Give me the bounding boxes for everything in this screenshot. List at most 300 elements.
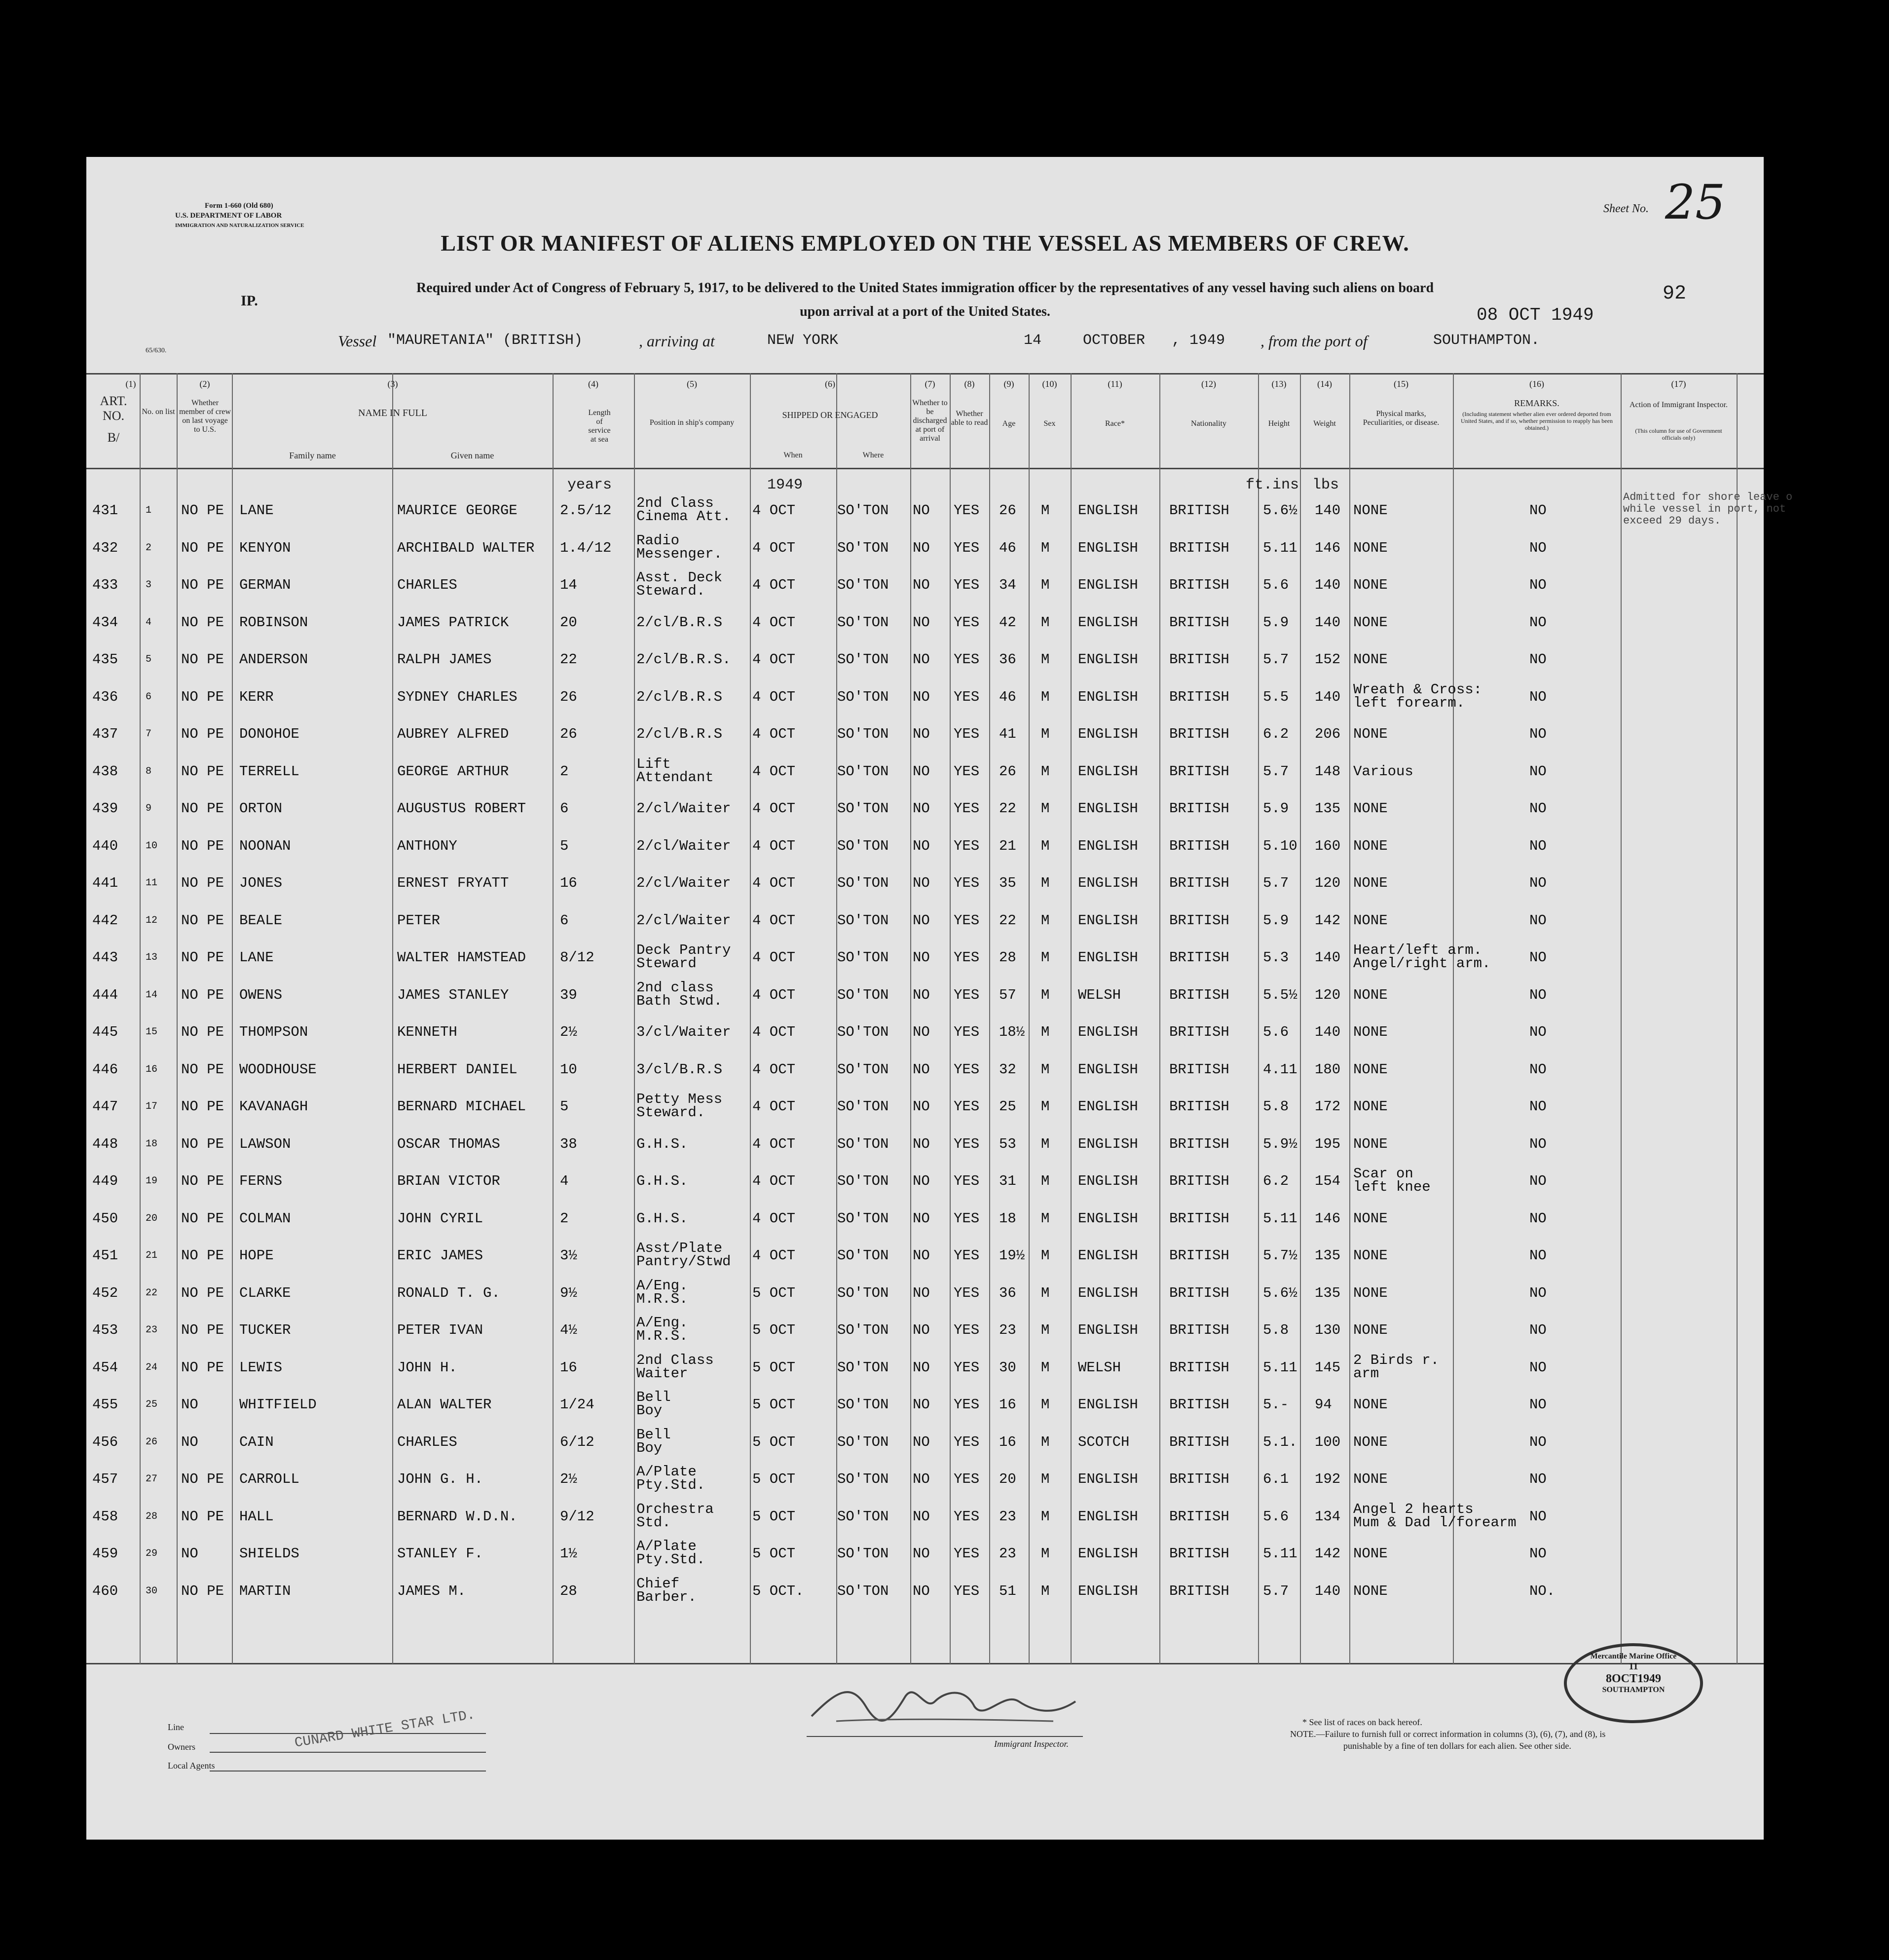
table-row <box>86 715 1764 752</box>
header-inspector-note: (This column for use of Government officials only) <box>1635 427 1722 441</box>
art-no: 434 <box>92 614 118 631</box>
art-no: 453 <box>92 1322 118 1338</box>
discharged: NO <box>913 1247 930 1264</box>
family-name: LANE <box>239 949 274 966</box>
list-no: 29 <box>146 1548 158 1559</box>
family-name: BEALE <box>239 912 283 929</box>
given-name: BERNARD W.D.N. <box>397 1508 518 1525</box>
nationality: BRITISH <box>1169 1210 1229 1227</box>
age: 28 <box>999 949 1016 966</box>
list-no: 28 <box>146 1510 158 1522</box>
art-no: 443 <box>92 949 118 966</box>
able-to-read: YES <box>954 986 980 1003</box>
given-name: JAMES M. <box>397 1583 466 1599</box>
shipped-where: SO'TON <box>837 1173 889 1189</box>
service-length: 5 <box>560 1098 569 1115</box>
sex: M <box>1041 1210 1050 1227</box>
discharged: NO <box>913 800 930 817</box>
shipped-when: 4 OCT <box>752 763 796 780</box>
remarks: NO <box>1529 614 1547 631</box>
art-no: 441 <box>92 875 118 891</box>
height: 5.6½ <box>1263 1284 1297 1301</box>
position: Lift <box>636 755 671 772</box>
sex: M <box>1041 763 1050 780</box>
position: A/Eng. <box>636 1277 688 1294</box>
last-voyage: NO PE <box>181 1210 224 1227</box>
shipped-where: SO'TON <box>837 1322 889 1338</box>
position: 3/cl/Waiter <box>636 1024 731 1040</box>
table-row <box>86 1535 1764 1572</box>
discharged: NO <box>913 837 930 854</box>
service-length: 1.4/12 <box>560 539 612 556</box>
able-to-read: YES <box>954 763 980 780</box>
physical-marks: NONE <box>1353 1135 1388 1152</box>
art-no: 459 <box>92 1545 118 1562</box>
last-voyage: NO PE <box>181 1284 224 1301</box>
height: 5.7 <box>1263 875 1289 891</box>
weight: 148 <box>1315 763 1341 780</box>
shipped-where: SO'TON <box>837 1583 889 1599</box>
shipped-when: 4 OCT <box>752 1247 796 1264</box>
able-to-read: YES <box>954 688 980 705</box>
nationality: BRITISH <box>1169 688 1229 705</box>
given-name: MAURICE GEORGE <box>397 502 518 519</box>
fine-note-1: NOTE.—Failure to furnish full or correct information in columns (3), (6), (7), and (8), is <box>1290 1729 1606 1739</box>
nationality: BRITISH <box>1169 763 1229 780</box>
note-line: exceed 29 days. <box>1623 515 1721 527</box>
art-no: 460 <box>92 1583 118 1599</box>
able-to-read: YES <box>954 837 980 854</box>
weight: 130 <box>1315 1322 1341 1338</box>
note-line: while vessel in port, not <box>1623 503 1786 515</box>
family-name: NOONAN <box>239 837 291 854</box>
able-to-read: YES <box>954 1471 980 1487</box>
height: 5.6 <box>1263 1508 1289 1525</box>
last-voyage: NO <box>181 1433 198 1450</box>
weight: 140 <box>1315 1024 1341 1040</box>
table-row <box>86 1162 1764 1199</box>
header-remarks-detail: (Including statement whether alien ever ordered deported from United States, and if so, whether permission to reapply has been obtained.) <box>1461 411 1613 431</box>
sex: M <box>1041 651 1050 668</box>
last-voyage: NO PE <box>181 837 224 854</box>
race: ENGLISH <box>1078 1545 1138 1562</box>
discharged: NO <box>913 1322 930 1338</box>
shipped-where: SO'TON <box>837 1247 889 1264</box>
service-length: 4½ <box>560 1322 577 1338</box>
position: G.H.S. <box>636 1210 688 1227</box>
family-name: WOODHOUSE <box>239 1061 317 1078</box>
height: 5.7 <box>1263 763 1289 780</box>
shipped-where: SO'TON <box>837 1135 889 1152</box>
age: 36 <box>999 1284 1016 1301</box>
age: 35 <box>999 875 1016 891</box>
weight: 146 <box>1315 1210 1341 1227</box>
list-no: 30 <box>146 1585 158 1597</box>
art-no: 447 <box>92 1098 118 1115</box>
physical-marks: Angel 2 hearts <box>1353 1501 1474 1517</box>
given-name: CHARLES <box>397 1433 457 1450</box>
art-no: 437 <box>92 726 118 742</box>
given-name: JAMES PATRICK <box>397 614 509 631</box>
service-length: 38 <box>560 1135 577 1152</box>
height: 5.9 <box>1263 912 1289 929</box>
last-voyage: NO PE <box>181 1508 224 1525</box>
physical-marks: left knee <box>1353 1179 1431 1195</box>
shipped-where: SO'TON <box>837 1396 889 1413</box>
table-row <box>86 641 1764 678</box>
art-no: 455 <box>92 1396 118 1413</box>
remarks: NO <box>1529 1135 1547 1152</box>
col-num: (3) <box>387 379 398 389</box>
list-no: 13 <box>146 952 158 963</box>
discharged: NO <box>913 688 930 705</box>
family-name: TERRELL <box>239 763 299 780</box>
height: 5.- <box>1263 1396 1289 1413</box>
shipped-when: 4 OCT <box>752 688 796 705</box>
position: Messenger. <box>636 545 723 562</box>
nationality: BRITISH <box>1169 651 1229 668</box>
weight: 142 <box>1315 1545 1341 1562</box>
height: 4.11 <box>1263 1061 1297 1078</box>
physical-marks: NONE <box>1353 1433 1388 1450</box>
art-no: 449 <box>92 1173 118 1189</box>
header-no-on-list: No. on list <box>142 408 175 416</box>
discharged: NO <box>913 875 930 891</box>
position: Bath Stwd. <box>636 992 723 1009</box>
race: ENGLISH <box>1078 726 1138 742</box>
line-label: Line <box>168 1722 184 1732</box>
art-no: 456 <box>92 1433 118 1450</box>
sex: M <box>1041 1396 1050 1413</box>
age: 19½ <box>999 1247 1025 1264</box>
art-no: 454 <box>92 1359 118 1376</box>
service-length: 2 <box>560 1210 569 1227</box>
sheet-label: Sheet No. <box>1603 202 1649 215</box>
sex: M <box>1041 1135 1050 1152</box>
nationality: BRITISH <box>1169 1433 1229 1450</box>
able-to-read: YES <box>954 1359 980 1376</box>
weight: 140 <box>1315 614 1341 631</box>
height: 5.11 <box>1263 1210 1297 1227</box>
sex: M <box>1041 912 1050 929</box>
family-name: FERNS <box>239 1173 283 1189</box>
given-name: AUGUSTUS ROBERT <box>397 800 526 817</box>
shipped-where: SO'TON <box>837 1545 889 1562</box>
weight: 142 <box>1315 912 1341 929</box>
given-name: SYDNEY CHARLES <box>397 688 518 705</box>
list-no: 18 <box>146 1138 158 1150</box>
position: 2/cl/B.R.S <box>636 726 723 742</box>
nationality: BRITISH <box>1169 837 1229 854</box>
shipped-when: 4 OCT <box>752 1098 796 1115</box>
list-no: 8 <box>146 765 152 777</box>
discharged: NO <box>913 1284 930 1301</box>
position: Bell <box>636 1389 671 1405</box>
position: 3/cl/B.R.S <box>636 1061 723 1078</box>
height: 5.11 <box>1263 1545 1297 1562</box>
able-to-read: YES <box>954 502 980 519</box>
department: U.S. DEPARTMENT OF LABOR <box>175 212 282 220</box>
height: 5.11 <box>1263 539 1297 556</box>
physical-marks: NONE <box>1353 577 1388 593</box>
nationality: BRITISH <box>1169 1583 1229 1599</box>
shipped-when: 4 OCT <box>752 875 796 891</box>
race: ENGLISH <box>1078 912 1138 929</box>
table-row <box>86 1386 1764 1423</box>
service-length: 9/12 <box>560 1508 594 1525</box>
last-voyage: NO <box>181 1545 198 1562</box>
table-bottom-rule <box>86 1663 1764 1664</box>
table-row <box>86 1460 1764 1497</box>
nationality: BRITISH <box>1169 502 1229 519</box>
list-no: 3 <box>146 579 152 591</box>
given-name: BERNARD MICHAEL <box>397 1098 526 1115</box>
remarks: NO <box>1529 502 1547 519</box>
able-to-read: YES <box>954 875 980 891</box>
position: Attendant <box>636 769 714 786</box>
discharged: NO <box>913 912 930 929</box>
weight: 192 <box>1315 1471 1341 1487</box>
physical-marks: NONE <box>1353 800 1388 817</box>
race: ENGLISH <box>1078 1284 1138 1301</box>
table-row <box>86 603 1764 641</box>
given-name: KENNETH <box>397 1024 457 1040</box>
family-name: GERMAN <box>239 577 291 593</box>
list-no: 11 <box>146 877 158 889</box>
age: 26 <box>999 763 1016 780</box>
discharged: NO <box>913 502 930 519</box>
header-bottom-rule <box>86 468 1764 469</box>
header-given-name: Given name <box>450 451 494 460</box>
position: 2/cl/Waiter <box>636 875 731 891</box>
shipped-when: 4 OCT <box>752 837 796 854</box>
shipped-where: SO'TON <box>837 986 889 1003</box>
given-name: CHARLES <box>397 577 457 593</box>
shipped-where: SO'TON <box>837 949 889 966</box>
shipped-when: 4 OCT <box>752 539 796 556</box>
shipped-when: 5 OCT. <box>752 1583 804 1599</box>
arrival-port: NEW YORK <box>767 332 839 349</box>
col-num: (14) <box>1317 379 1332 389</box>
able-to-read: YES <box>954 1098 980 1115</box>
last-voyage: NO PE <box>181 1098 224 1115</box>
able-to-read: YES <box>954 726 980 742</box>
list-no: 26 <box>146 1436 158 1448</box>
col-num: (10) <box>1042 379 1057 389</box>
position: Deck Pantry <box>636 942 731 958</box>
table-row <box>86 1237 1764 1274</box>
able-to-read: YES <box>954 949 980 966</box>
table-row <box>86 566 1764 603</box>
shipped-where: SO'TON <box>837 1508 889 1525</box>
physical-marks: NONE <box>1353 1471 1388 1487</box>
header-art-no: ART. NO. <box>100 394 127 423</box>
service-length: 2.5/12 <box>560 502 612 519</box>
height: 5.10 <box>1263 837 1297 854</box>
physical-marks: NONE <box>1353 1210 1388 1227</box>
position: A/Eng. <box>636 1315 688 1331</box>
discharged: NO <box>913 1135 930 1152</box>
weight: 140 <box>1315 502 1341 519</box>
physical-marks: NONE <box>1353 986 1388 1003</box>
position: 2/cl/Waiter <box>636 912 731 929</box>
last-voyage: NO PE <box>181 1024 224 1040</box>
discharged: NO <box>913 539 930 556</box>
owners-label: Owners <box>168 1742 195 1752</box>
manifest-page <box>86 157 1793 1840</box>
arriving-label: , arriving at <box>639 332 715 350</box>
height: 5.7 <box>1263 651 1289 668</box>
vessel-name: "MAURETANIA" (BRITISH) <box>387 332 583 349</box>
table-row <box>86 864 1764 901</box>
table-row <box>86 1013 1764 1050</box>
weight: 100 <box>1315 1433 1341 1450</box>
header-position: Position in ship's company <box>649 418 735 427</box>
sex: M <box>1041 539 1050 556</box>
header-nationality: Nationality <box>1191 419 1226 428</box>
sex: M <box>1041 1508 1050 1525</box>
sex: M <box>1041 1284 1050 1301</box>
last-voyage: NO <box>181 1396 198 1413</box>
col-num: (6) <box>825 379 835 389</box>
note-line: Admitted for shore leave o <box>1623 491 1793 503</box>
weight: 140 <box>1315 577 1341 593</box>
shipped-when: 5 OCT <box>752 1322 796 1338</box>
discharged: NO <box>913 949 930 966</box>
units-years: years <box>567 477 612 493</box>
age: 53 <box>999 1135 1016 1152</box>
age: 36 <box>999 651 1016 668</box>
nationality: BRITISH <box>1169 1545 1229 1562</box>
service-length: 6/12 <box>560 1433 594 1450</box>
family-name: ANDERSON <box>239 651 308 668</box>
header-length-of-service: Length of service at sea <box>588 409 611 444</box>
family-name: LEWIS <box>239 1359 283 1376</box>
able-to-read: YES <box>954 1322 980 1338</box>
race: ENGLISH <box>1078 1135 1138 1152</box>
last-voyage: NO PE <box>181 1322 224 1338</box>
remarks: NO <box>1529 1545 1547 1562</box>
shipped-where: SO'TON <box>837 688 889 705</box>
given-name: STANLEY F. <box>397 1545 483 1562</box>
family-name: JONES <box>239 875 283 891</box>
shipped-where: SO'TON <box>837 539 889 556</box>
race: ENGLISH <box>1078 502 1138 519</box>
shipped-where: SO'TON <box>837 1061 889 1078</box>
shipped-where: SO'TON <box>837 614 889 631</box>
sex: M <box>1041 1247 1050 1264</box>
family-name: HALL <box>239 1508 274 1525</box>
date-stamp: 08 OCT 1949 <box>1477 305 1594 325</box>
height: 5.5½ <box>1263 986 1297 1003</box>
able-to-read: YES <box>954 614 980 631</box>
nationality: BRITISH <box>1169 800 1229 817</box>
remarks: NO. <box>1529 1583 1556 1599</box>
family-name: SHIELDS <box>239 1545 299 1562</box>
physical-marks: NONE <box>1353 1098 1388 1115</box>
nationality: BRITISH <box>1169 1284 1229 1301</box>
last-voyage: NO PE <box>181 763 224 780</box>
header-sex: Sex <box>1043 419 1056 428</box>
col-num: (2) <box>199 379 210 389</box>
table-row <box>86 1349 1764 1386</box>
height: 5.7 <box>1263 1583 1289 1599</box>
service-length: 28 <box>560 1583 577 1599</box>
age: 22 <box>999 912 1016 929</box>
weight: 94 <box>1315 1396 1332 1413</box>
col-num: (12) <box>1201 379 1216 389</box>
discharged: NO <box>913 763 930 780</box>
arrival-year: , 1949 <box>1172 332 1225 349</box>
age: 25 <box>999 1098 1016 1115</box>
sheet-number: 25 <box>1665 175 1726 230</box>
nationality: BRITISH <box>1169 1322 1229 1338</box>
sex: M <box>1041 502 1050 519</box>
position: 2/cl/B.R.S. <box>636 651 731 668</box>
remarks: NO <box>1529 1471 1547 1487</box>
position: Cinema Att. <box>636 508 731 525</box>
family-name: MARTIN <box>239 1583 291 1599</box>
family-name: DONOHOE <box>239 726 299 742</box>
remarks: NO <box>1529 726 1547 742</box>
art-no: 436 <box>92 688 118 705</box>
family-name: TUCKER <box>239 1322 291 1338</box>
race: ENGLISH <box>1078 1061 1138 1078</box>
discharged: NO <box>913 1098 930 1115</box>
footer-rule <box>210 1771 486 1772</box>
remarks: NO <box>1529 1024 1547 1040</box>
physical-marks: Heart/left arm. <box>1353 942 1482 958</box>
service-length: 5 <box>560 837 569 854</box>
vessel-line <box>338 332 1571 352</box>
nationality: BRITISH <box>1169 1173 1229 1189</box>
able-to-read: YES <box>954 1247 980 1264</box>
shipped-when: 5 OCT <box>752 1508 796 1525</box>
given-name: RALPH JAMES <box>397 651 492 668</box>
height: 5.8 <box>1263 1322 1289 1338</box>
art-no: 446 <box>92 1061 118 1078</box>
remarks: NO <box>1529 1098 1547 1115</box>
race: ENGLISH <box>1078 1471 1138 1487</box>
given-name: GEORGE ARTHUR <box>397 763 509 780</box>
position: Waiter <box>636 1365 688 1382</box>
remarks: NO <box>1529 1396 1547 1413</box>
mercantile-marine-stamp <box>1564 1643 1703 1723</box>
list-no: 6 <box>146 691 152 703</box>
physical-marks: NONE <box>1353 875 1388 891</box>
last-voyage: NO PE <box>181 949 224 966</box>
table-row <box>86 529 1764 566</box>
sex: M <box>1041 875 1050 891</box>
weight: 140 <box>1315 949 1341 966</box>
shipped-where: SO'TON <box>837 726 889 742</box>
last-voyage: NO PE <box>181 1173 224 1189</box>
col-num: (11) <box>1108 379 1122 389</box>
nationality: BRITISH <box>1169 614 1229 631</box>
remarks: NO <box>1529 949 1547 966</box>
age: 32 <box>999 1061 1016 1078</box>
race: ENGLISH <box>1078 614 1138 631</box>
shipped-when: 4 OCT <box>752 726 796 742</box>
service-length: 3½ <box>560 1247 577 1264</box>
nationality: BRITISH <box>1169 1508 1229 1525</box>
art-no: 451 <box>92 1247 118 1264</box>
sex: M <box>1041 726 1050 742</box>
given-name: RONALD T. G. <box>397 1284 500 1301</box>
service-length: 26 <box>560 688 577 705</box>
physical-marks: NONE <box>1353 1284 1388 1301</box>
shipped-where: SO'TON <box>837 1359 889 1376</box>
